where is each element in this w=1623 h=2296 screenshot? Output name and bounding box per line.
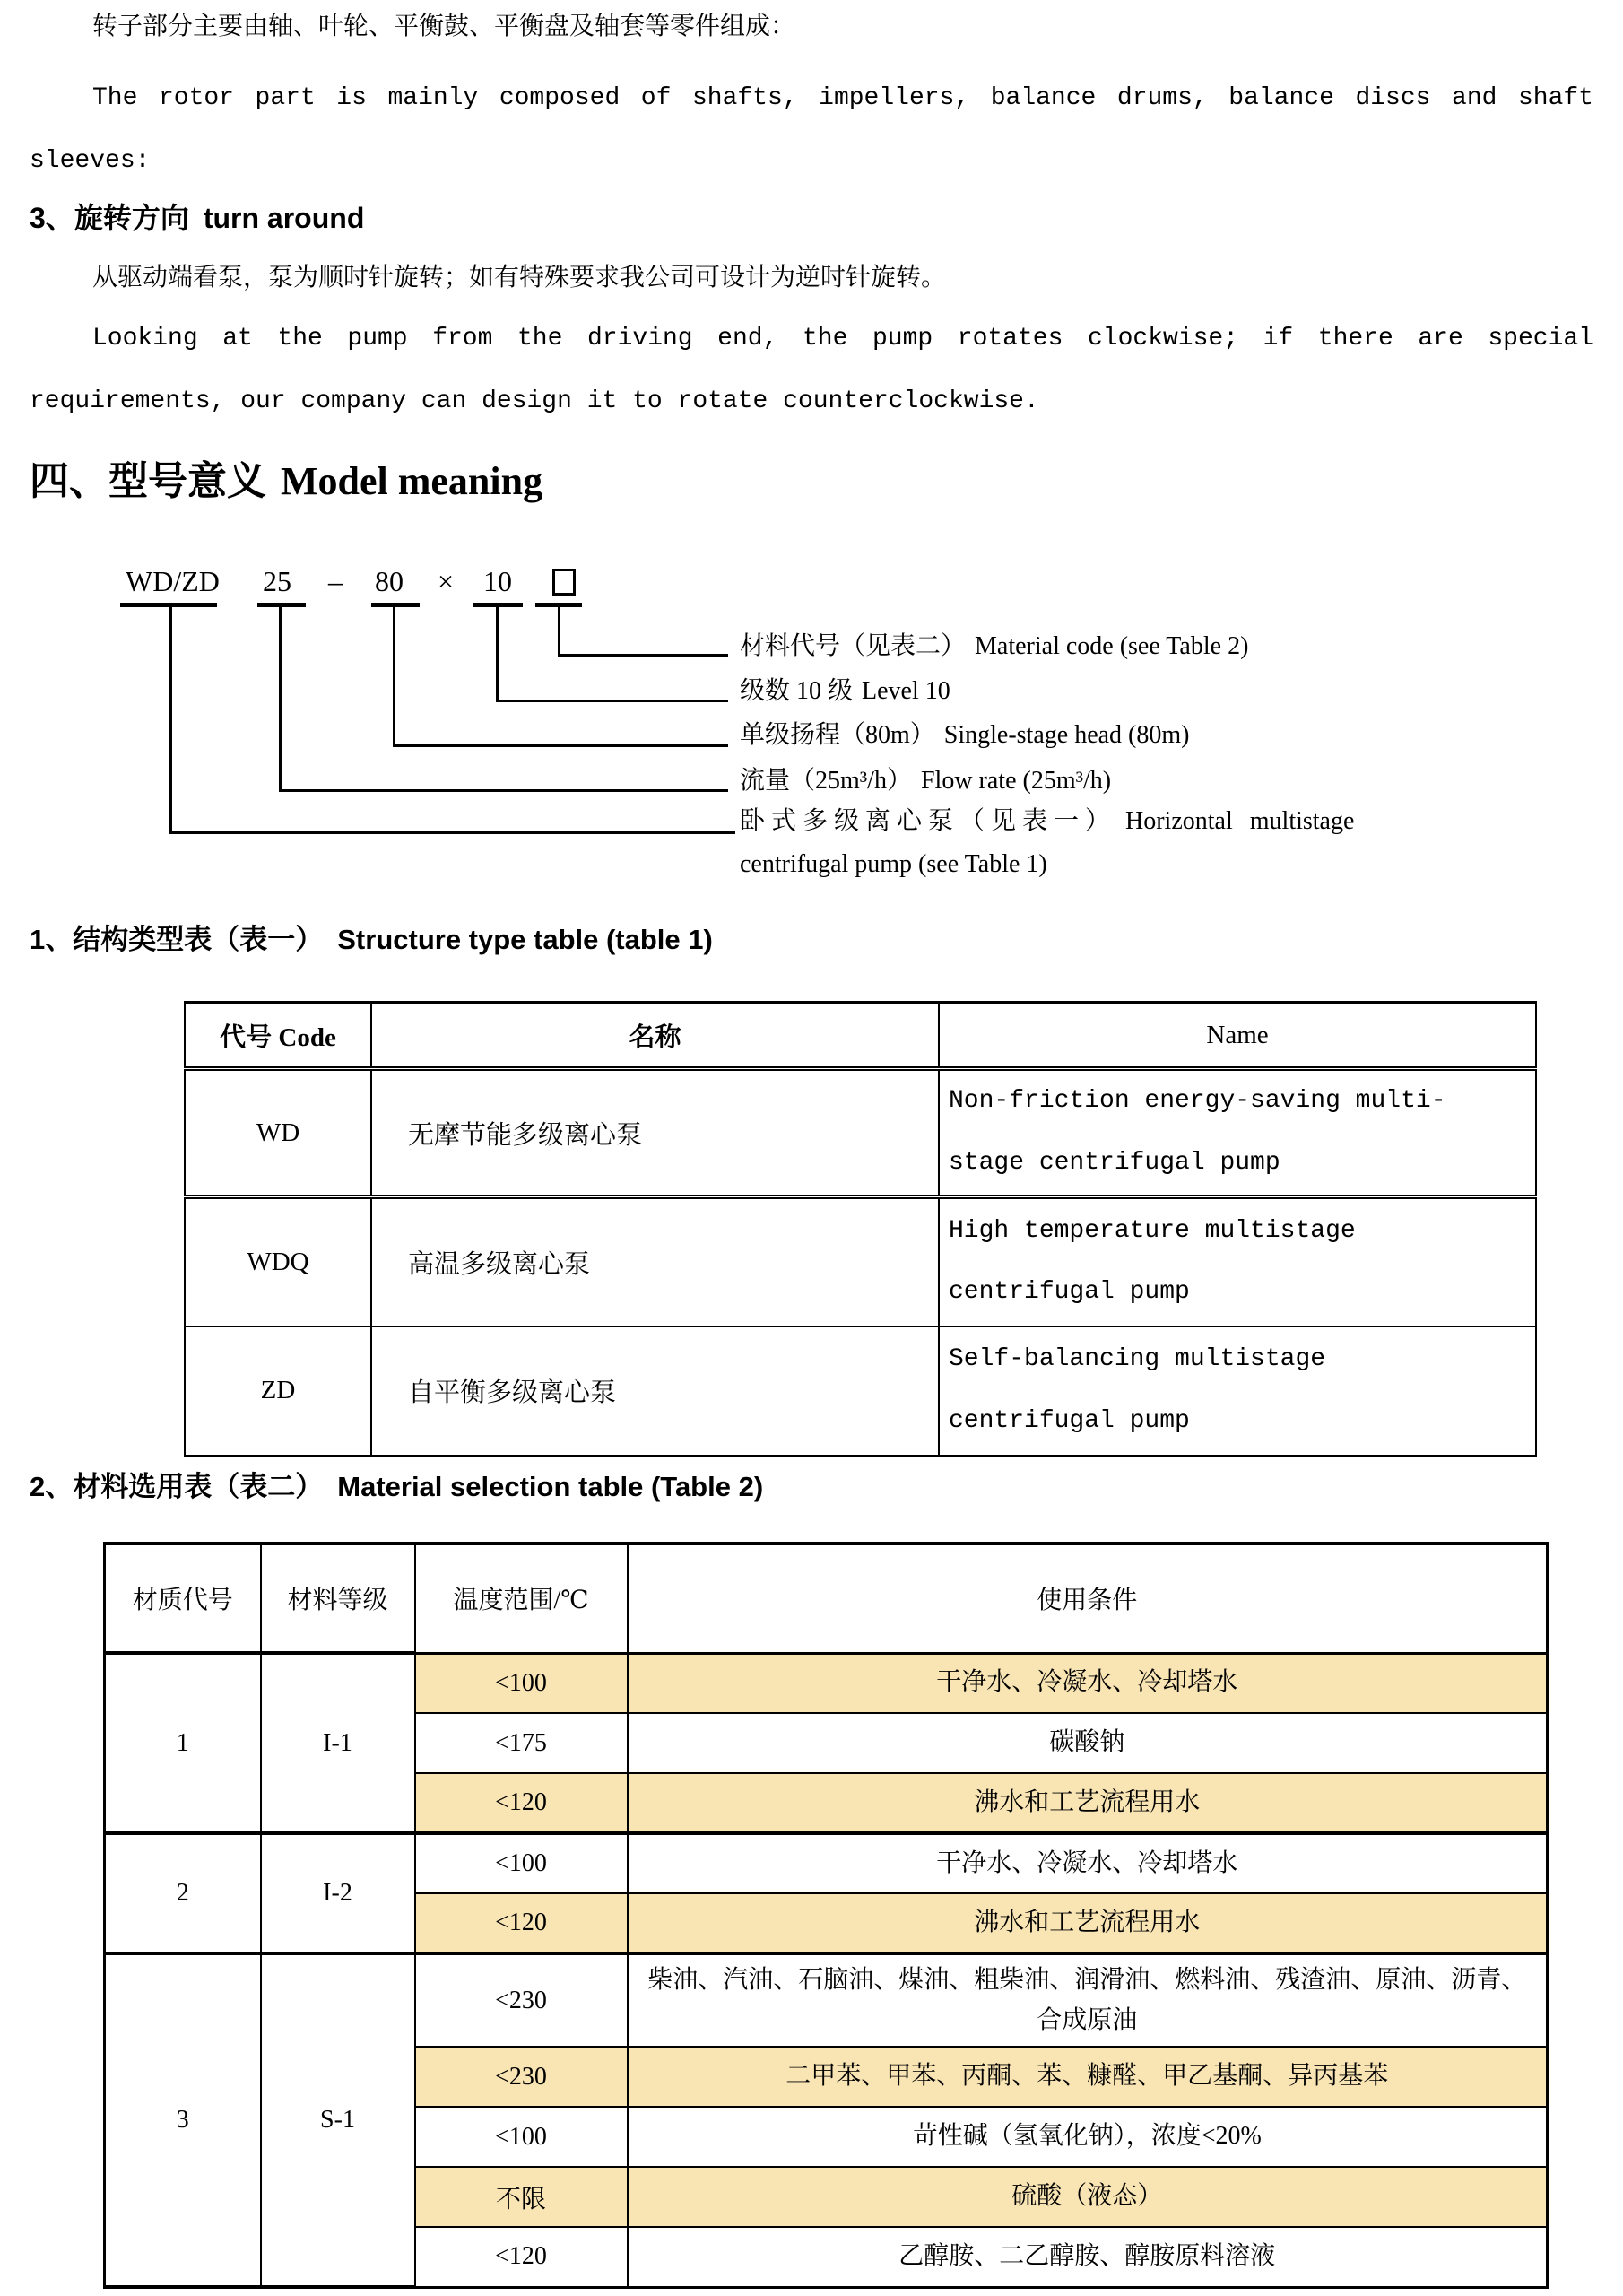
model-code-stages: 10 — [483, 565, 512, 597]
cell-material-grade: S-1 — [261, 1953, 415, 2287]
cell-condition: 干净水、冷凝水、冷却塔水 — [628, 1653, 1548, 1713]
section3-title-zh: 旋转方向 — [74, 202, 189, 234]
model-code-flow: 25 — [263, 565, 291, 597]
table-row — [105, 1653, 1548, 1713]
underline — [120, 603, 217, 607]
table-header-row — [185, 1003, 1536, 1069]
diagram-label-material-code — [740, 631, 1248, 663]
table-header-row — [105, 1544, 1548, 1653]
label-zh: 流量（25m³/h） — [740, 767, 912, 795]
diagram-label-pump-type-line1 — [740, 805, 1354, 838]
section4-title-en: Model meaning — [281, 459, 543, 503]
column-header-conditions: 使用条件 — [628, 1544, 1548, 1653]
paragraph-rotation-en-line2: requirements, our company can design it to rotate counterclockwise. — [30, 387, 1039, 415]
cell-condition: 苛性碱（氢氧化钠），浓度<20% — [628, 2107, 1548, 2167]
cell-material-code: 3 — [105, 1953, 261, 2287]
label-zh: 卧式多级离心泵（见表一） — [740, 807, 1117, 835]
model-code-dash: – — [328, 565, 343, 597]
table2-heading — [30, 1464, 1593, 1504]
cell-temp: <100 — [415, 1653, 628, 1713]
cell-temp: <120 — [415, 1773, 628, 1833]
cell-name-en: High temperature multistage centrifugal pump — [939, 1197, 1536, 1326]
connector-line — [496, 700, 728, 702]
cell-material-code: 1 — [105, 1653, 261, 1833]
table1-title-en: Structure type table (table 1) — [337, 924, 713, 955]
cell-temp: <175 — [415, 1713, 628, 1773]
table2-number: 2、 — [30, 1471, 74, 1502]
cell-temp: <100 — [415, 2107, 628, 2167]
connector-line — [169, 831, 735, 834]
drop-line — [496, 607, 499, 701]
cell-temp: <120 — [415, 1893, 628, 1953]
drop-line — [169, 607, 172, 832]
model-code-multiply-sign: × — [438, 565, 455, 597]
table-row — [185, 1197, 1536, 1326]
cell-temp: <100 — [415, 1833, 628, 1893]
label-en: Single-stage head (80m) — [943, 721, 1190, 749]
connector-line — [393, 744, 728, 747]
paragraph-rotor-en-line2: sleeves: — [30, 147, 151, 175]
section4-number: 四、 — [30, 459, 108, 503]
label-en: Horizontal multistage — [1125, 807, 1355, 835]
cell-temp: <120 — [415, 2227, 628, 2287]
diagram-label-stages — [740, 675, 950, 708]
cell-name-en: Non-friction energy-saving multi-stage centrifugal pump — [939, 1069, 1536, 1197]
cell-code: WD — [185, 1069, 371, 1197]
material-selection-table — [103, 1542, 1549, 2289]
cell-material-code: 2 — [105, 1833, 261, 1953]
label-en: Material code (see Table 2) — [975, 632, 1249, 660]
cell-condition: 干净水、冷凝水、冷却塔水 — [628, 1833, 1548, 1893]
drop-line — [279, 607, 282, 791]
material-code-placeholder-box — [552, 569, 576, 596]
table1-number: 1、 — [30, 924, 74, 955]
label-en: Level 10 — [862, 677, 950, 705]
cell-temp: <230 — [415, 1953, 628, 2047]
section3-heading — [30, 196, 1593, 237]
cell-condition: 碳酸钠 — [628, 1713, 1548, 1773]
column-header-material-code: 材质代号 — [105, 1544, 261, 1653]
table-row — [105, 1833, 1548, 1893]
connector-line — [558, 654, 728, 657]
table2-title-en: Material selection table (Table 2) — [337, 1471, 764, 1502]
cell-temp: <230 — [415, 2047, 628, 2107]
table-row — [105, 1953, 1548, 2047]
cell-temp: 不限 — [415, 2167, 628, 2227]
cell-name-en: Self-balancing multistage centrifugal pump — [939, 1326, 1536, 1456]
cell-condition: 沸水和工艺流程用水 — [628, 1773, 1548, 1833]
cell-code: ZD — [185, 1326, 371, 1456]
cell-name-zh: 自平衡多级离心泵 — [371, 1326, 939, 1456]
column-header-name-en: Name — [939, 1003, 1536, 1069]
column-header-material-grade: 材料等级 — [261, 1544, 415, 1653]
paragraph-rotation-en-line1: Looking at the pump from the driving end, the pump rotates clockwise; if there are special — [92, 325, 1593, 352]
cell-name-zh: 高温多级离心泵 — [371, 1197, 939, 1326]
cell-condition: 二甲苯、甲苯、丙酮、苯、糠醛、甲乙基酮、异丙基苯 — [628, 2047, 1548, 2107]
section3-title-en: turn around — [203, 202, 365, 234]
diagram-label-head — [740, 719, 1189, 752]
section4-heading — [30, 448, 1593, 506]
drop-line — [393, 607, 395, 746]
section3-number: 3、 — [30, 202, 74, 234]
structure-type-table — [184, 1001, 1537, 1457]
column-header-code: 代号 Code — [185, 1003, 371, 1069]
underline — [257, 603, 306, 607]
model-code-series: WD/ZD — [126, 565, 220, 597]
section4-title-zh: 型号意义 — [108, 459, 266, 503]
label-zh: 单级扬程（80m） — [740, 721, 935, 749]
cell-code: WDQ — [185, 1197, 371, 1326]
cell-material-grade: I-2 — [261, 1833, 415, 1953]
table-row — [185, 1326, 1536, 1456]
cell-material-grade: I-1 — [261, 1653, 415, 1833]
cell-condition: 硫酸（液态） — [628, 2167, 1548, 2227]
column-header-temp-range: 温度范围/℃ — [415, 1544, 628, 1653]
connector-line — [279, 789, 728, 792]
model-code-head: 80 — [375, 565, 404, 597]
underline — [371, 603, 420, 607]
diagram-label-flow-rate — [740, 765, 1111, 797]
drop-line — [558, 607, 560, 657]
label-en: centrifugal pump (see Table 1) — [740, 850, 1047, 878]
label-zh: 材料代号（见表二） — [740, 632, 967, 660]
cell-condition: 乙醇胺、二乙醇胺、醇胺原料溶液 — [628, 2227, 1548, 2287]
cell-condition: 柴油、汽油、石脑油、煤油、粗柴油、润滑油、燃料油、残渣油、原油、沥青、合成原油 — [628, 1953, 1548, 2047]
cell-condition: 沸水和工艺流程用水 — [628, 1893, 1548, 1953]
paragraph-rotor-en-line1: The rotor part is mainly composed of shafts, impellers, balance drums, balance discs and shaft — [92, 84, 1593, 112]
table1-title-zh: 结构类型表（表一） — [73, 924, 324, 955]
paragraph-rotor-zh: 转子部分主要由轴、叶轮、平衡鼓、平衡盘及轴套等零件组成： — [92, 13, 796, 40]
paragraph-rotation-zh: 从驱动端看泵，泵为顺时针旋转；如有特殊要求我公司可设计为逆时针旋转。 — [92, 264, 947, 291]
table2-title-zh: 材料选用表（表二） — [73, 1471, 324, 1502]
diagram-label-pump-type-line2 — [740, 848, 1047, 881]
label-zh: 级数 10 级 — [740, 677, 854, 705]
column-header-name-zh: 名称 — [371, 1003, 939, 1069]
table1-heading — [30, 917, 1593, 957]
label-en: Flow rate (25m³/h) — [920, 767, 1112, 795]
table-row — [185, 1069, 1536, 1197]
cell-name-zh: 无摩节能多级离心泵 — [371, 1069, 939, 1197]
